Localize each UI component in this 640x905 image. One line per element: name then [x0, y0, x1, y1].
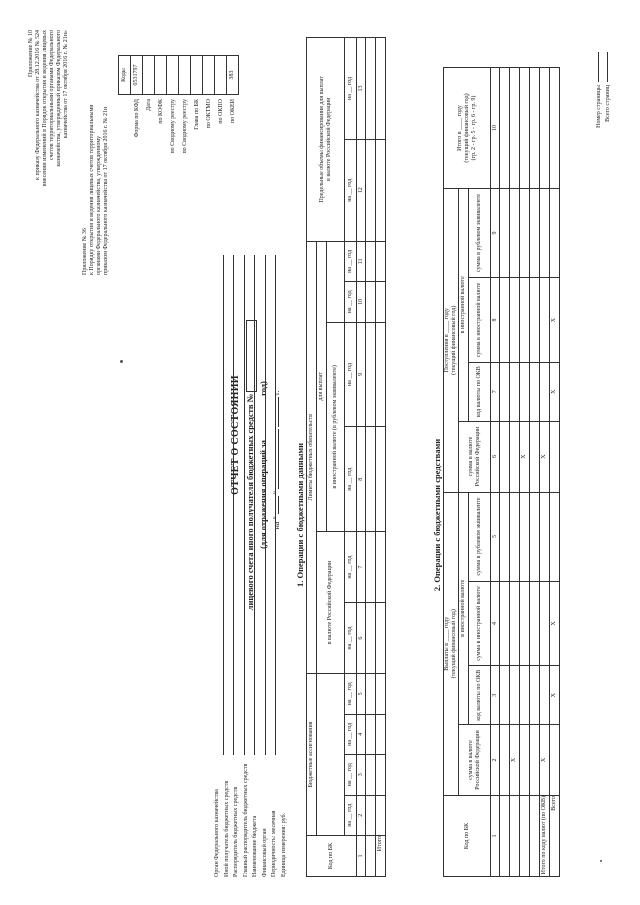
s1-col-num: 4 — [357, 714, 366, 754]
appendix-block — [28, 30, 70, 285]
scan-speck — [120, 360, 123, 363]
field-label: Распорядитель бюджетных средств — [233, 786, 239, 877]
date-day-field[interactable] — [278, 496, 279, 514]
s1-data-cell[interactable] — [366, 836, 376, 877]
code-cell[interactable]: 0531797 — [131, 56, 143, 95]
s1-year-cell: на __ год — [345, 532, 357, 603]
x-mark: X — [540, 421, 550, 492]
s1-planned — [307, 38, 345, 242]
page-total-label: Всего страниц — [605, 85, 611, 122]
x-mark: X — [510, 725, 520, 796]
field-line[interactable] — [234, 255, 245, 755]
s2-data-cell[interactable] — [520, 796, 530, 877]
page-number-label: Номер страницы — [596, 85, 602, 128]
s2-col-num: 3 — [491, 666, 500, 725]
x-mark: X — [550, 362, 560, 421]
s2-col-num: 2 — [491, 725, 500, 796]
s2-payments: Выплаты в ____ году (текущий финансовый год) — [444, 492, 459, 795]
s2-sum-rub: сумма в валюте Российской Федерации — [459, 725, 491, 796]
s2-sum-foreign: сумма в иностранной валюте — [469, 581, 491, 666]
s1-limits: Лимиты бюджетных обязательств — [307, 241, 317, 673]
s1-col-num: 9 — [357, 322, 366, 427]
s1-planned-rub: в валюте Российской Федерации — [325, 97, 332, 182]
appendix-line: к приказу Федерального казначейства от 28.12.2016 № 524 — [35, 30, 41, 180]
code-label: Дата — [146, 99, 152, 111]
s1-year-cell: на __ год — [345, 755, 357, 795]
appendix-line: счетов территориальными органами Федерального — [49, 30, 55, 161]
section1-table — [306, 37, 386, 877]
date-prefix: на " — [272, 516, 281, 530]
code-cell[interactable] — [215, 56, 227, 95]
code-label: по КОФК — [158, 99, 164, 124]
code-label: Форма по КФД — [134, 99, 140, 138]
s1-total-label: Итого — [376, 836, 386, 877]
s1-year-cell: на __ год — [345, 139, 357, 241]
code-label: по ОКПО — [218, 99, 224, 124]
s2-data-cell[interactable] — [510, 796, 520, 877]
s2-total-in: Итого в ____ году (текущий финансовый год) (гр. 2 - гр. 5 - гр. 6 - гр. 9) — [444, 68, 491, 189]
field-lines — [213, 255, 276, 755]
subtitle-text: лицевого счета иного получателя бюджетных средств № — [245, 393, 255, 611]
s2-currency-code: код валюты по ОКВ — [469, 666, 491, 725]
appendix-line: казначейства от 17 октября 2016 г. № 21н» — [63, 30, 69, 139]
code-label: по Сводному реестру — [182, 99, 188, 154]
codes-table — [118, 55, 239, 95]
appendix-line: Приложение № 10 — [28, 30, 34, 77]
x-mark: X — [540, 725, 550, 796]
s1-col-num: 10 — [357, 282, 366, 322]
s1-rub: в валюте Российской Федерации — [317, 532, 345, 674]
field-label: Финансовый орган — [261, 828, 268, 877]
code-label: Глава по БК — [194, 99, 200, 130]
date-quote: " — [272, 491, 281, 495]
s2-data-cell[interactable] — [530, 796, 540, 877]
s1-col-num: 12 — [357, 139, 366, 241]
code-cell[interactable] — [191, 56, 203, 95]
appendix-line: органами Федерального казначейства, утвержденному — [96, 135, 102, 275]
page-number-block — [595, 85, 613, 195]
code-cell[interactable] — [203, 56, 215, 95]
s2-sum-rub-eq: сумма в рублевом эквиваленте — [469, 492, 491, 581]
s1-year-cell: на __ год — [345, 38, 357, 140]
s2-col-num: 8 — [491, 278, 500, 363]
code-label: по Сводному реестру — [170, 99, 176, 154]
s1-kbk-header: Код по БК — [307, 836, 357, 877]
report-title: ОТЧЕТ О СОСТОЯНИИ — [230, 375, 241, 495]
s2-sum-rub-eq-2: сумма в рублевом эквиваленте — [469, 189, 491, 278]
s2-col-num: 10 — [491, 68, 500, 189]
s1-col-num: 3 — [357, 755, 366, 795]
field-label: Орган Федерального казначейства — [214, 789, 220, 877]
s1-year-cell: на __ год — [345, 603, 357, 674]
appendix-line: Приложение № 36 — [82, 228, 88, 275]
s1-year-cell: на __ год — [345, 241, 357, 281]
s2-total-all: Всего — [550, 796, 560, 877]
field-label: Единица измерения: руб. — [280, 812, 287, 877]
s2-col-num: 9 — [491, 189, 500, 278]
s1-blank2 — [327, 241, 345, 322]
field-label: Наименование бюджета — [252, 815, 258, 877]
period-end: год) — [258, 381, 268, 396]
s1-col-num: 13 — [357, 38, 366, 140]
x-mark: X — [520, 421, 530, 492]
period-text: (для отражения операций за — [258, 440, 268, 549]
s2-total-by-code: Итого по коду валют (по ОКВ) — [540, 796, 550, 877]
code-cell[interactable] — [167, 56, 179, 95]
s2-col-num: 7 — [491, 362, 500, 421]
s2-data-cell[interactable] — [500, 796, 510, 877]
s1-foreign: в иностранной валюте (в рублевом эквиваленте) — [327, 322, 345, 532]
field-line[interactable] — [245, 255, 256, 755]
s2-receipts: Поступления в ____ году (текущий финансовый год) — [444, 189, 459, 493]
codes-header: Коды — [119, 56, 131, 95]
s2-in-foreign: в иностранной валюте — [459, 492, 469, 724]
scan-speck — [600, 860, 602, 862]
s1-col-num: 1 — [357, 836, 366, 877]
s1-col-num: 5 — [357, 674, 366, 714]
s1-year-cell: на __ год — [345, 427, 357, 532]
s2-col-num: 4 — [491, 581, 500, 666]
s1-col-num: 7 — [357, 532, 366, 603]
page-total-line[interactable] — [607, 52, 608, 82]
appendix-block-2 — [82, 25, 110, 275]
code-label: по ОКТМО — [206, 99, 212, 129]
field-label: Главный распорядитель бюджетных средств — [242, 763, 249, 877]
s1-col-num: 11 — [357, 241, 366, 281]
section2-title: 2. Операции с бюджетными средствами — [432, 438, 442, 592]
date-year-field[interactable] — [278, 397, 279, 427]
s1-col-num: 8 — [357, 427, 366, 532]
page-number-line[interactable] — [598, 52, 599, 82]
appendix-line: внесении изменений в Порядок открытия и ведения лицевых — [42, 30, 48, 187]
x-mark: X — [550, 666, 560, 725]
s2-kbk-header: Код по БК — [444, 796, 491, 877]
field-line[interactable] — [224, 255, 235, 755]
s1-year-cell: на __ год — [345, 282, 357, 322]
code-cell[interactable] — [155, 56, 167, 95]
s1-budget-allocations: Бюджетные ассигнования — [307, 674, 317, 836]
s2-currency-code-2: код валюты по ОКВ — [469, 362, 491, 421]
code-cell[interactable]: 383 — [227, 56, 239, 95]
s1-for-payment: для выплат — [317, 241, 327, 532]
s1-year-cell: на __ год — [345, 322, 357, 427]
s1-year-cell: на __ год — [345, 714, 357, 754]
s2-col-num: 1 — [491, 796, 500, 877]
s1-col-num: 2 — [357, 795, 366, 835]
appendix-line: казначейства, утвержденный приказом Федерального — [56, 30, 62, 167]
rotated-form — [20, 20, 620, 885]
field-label: Периодичность: месячная — [271, 810, 277, 877]
code-cell[interactable] — [143, 56, 155, 95]
field-line[interactable] — [213, 255, 224, 755]
s2-sum-rub-rf: сумма в валюте Российской Федерации — [459, 421, 491, 492]
code-cell[interactable] — [179, 56, 191, 95]
date-year-suffix: г. — [272, 390, 281, 396]
s2-in-foreign-2: в иностранной валюте — [459, 189, 469, 422]
s1-year-cell: на __ год — [345, 674, 357, 714]
date-month-field[interactable] — [278, 429, 279, 489]
s2-col-num: 5 — [491, 492, 500, 581]
code-label: по ОКЕИ — [230, 99, 236, 124]
s2-sum-foreign-2: сумма в иностранной валюте — [469, 278, 491, 363]
s2-col-num: 6 — [491, 421, 500, 492]
appendix-line: приказом Федерального казначейства от 17 октября 2016 г. № 21н — [103, 106, 109, 275]
s1-blank — [317, 674, 345, 836]
field-label: Иной получатель бюджетных средств — [223, 780, 230, 877]
field-line[interactable] — [266, 255, 277, 755]
x-mark: X — [550, 581, 560, 666]
s1-col-num: 6 — [357, 603, 366, 674]
appendix-line: к Порядку открытия и ведения лицевых счетов территориальными — [89, 104, 95, 275]
s1-planned-title: Предельные объемы финансирования для выплат — [318, 76, 325, 203]
s1-year-cell: на __ год — [345, 795, 357, 835]
section2-table — [443, 67, 560, 877]
x-mark: X — [550, 278, 560, 363]
codes-labels — [131, 99, 239, 245]
field-line[interactable] — [255, 255, 266, 755]
section1-title: 1. Операции с бюджетными данными — [295, 442, 305, 588]
